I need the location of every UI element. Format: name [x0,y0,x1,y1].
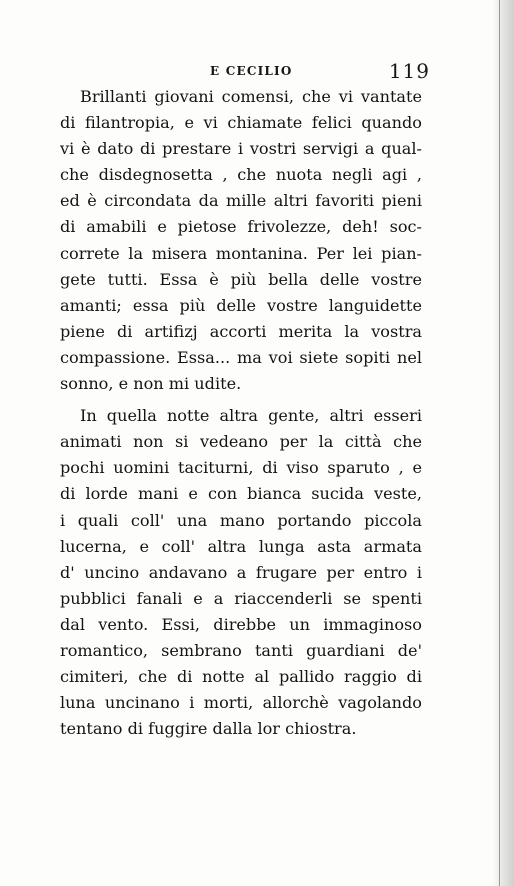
text-line: dal vento. Essi, direbbe un immaginoso [60,614,422,634]
text-line: i quali coll' una mano portando piccola [60,510,422,530]
text-line: compassione. Essa... ma voi siete sopiti nel [60,347,422,367]
text-line: animati non si vedeano per la città che [60,432,422,452]
text-line: sonno, e non mi udite. [60,374,242,394]
text-line: pochi uomini taciturni, di viso sparuto , e [60,458,422,478]
page-number: 119 [388,59,430,83]
text-line: ed è circondata da mille altri favoriti pieni [60,191,422,211]
paragraph [60,403,422,742]
text-line: gete tutti. Essa è più bella delle vostre [60,269,422,289]
text-line: pubblici fanali e a riaccenderli se spenti [60,588,422,608]
text-line: In quella notte altra gente, altri esseri [80,406,422,426]
text-line: cimiteri, che di notte al pallido raggio di [60,667,422,687]
text-line: di amabili e pietose frivolezze, deh! soc- [60,217,422,237]
text-line: di lorde mani e con bianca sucida veste, [60,484,422,504]
text-line: correte la misera montanina. Per lei pian- [60,243,422,263]
text-line: Brillanti giovani comensi, che vi vantate [80,87,422,106]
text-line: romantico, sembrano tanti guardiani de' [60,640,422,660]
text-line: che disdegnosetta , che nuota negli agi , [60,165,422,185]
text-line: amanti; essa più delle vostre languidette [60,295,422,315]
text-line: vi è dato di prestare i vostri servigi a qual- [60,139,422,159]
body-text [60,84,422,742]
page-edge-line [499,0,500,886]
text-line: piene di artifizj accorti merita la vostra [60,321,422,341]
page-header [60,59,430,84]
text-line: d' uncino andavano a frugare per entro i [60,562,422,582]
text-line: tentano di fuggire dalla lor chiostra. [60,719,357,739]
running-head: E CECILIO [210,64,293,78]
text-line: luna uncinano i morti, allorchè vagolando [60,693,422,713]
text-line: lucerna, e coll' altra lunga asta armata [60,536,422,556]
paragraph [60,84,422,397]
text-line: di filantropia, e vi chiamate felici quando [60,113,422,133]
page-edge-shadow [492,0,514,886]
